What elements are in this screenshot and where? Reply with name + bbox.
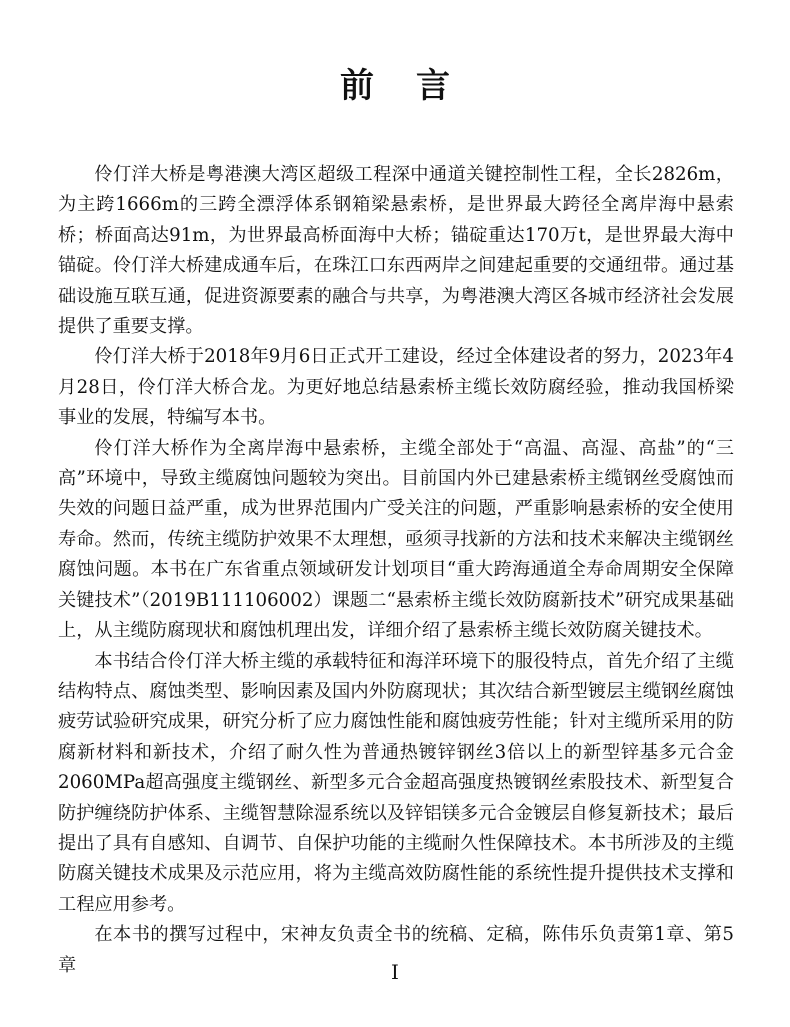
page-number: I (391, 960, 399, 984)
paragraph: 在本书的撰写过程中，宋神友负责全书的统稿、定稿，陈伟乐负责第1章、第5章 (58, 924, 734, 976)
page-title: 前言 (340, 66, 492, 106)
paragraph: 伶仃洋大桥是粤港澳大湾区超级工程深中通道关键控制性工程，全长2826m，为主跨1666m的三跨全漂浮体系钢箱梁悬索桥，是世界最大跨径全离岸海中悬索桥；桥面高达91m，为世界最高桥面海中大桥；锚碇重达170万t，是世界最大海中锚碇。伶仃洋大桥建成通车后，在珠江口东西两岸之间建起重要的交通纽带。通过基础设施互联互通，促进资源要素的融合与共享，为粤港澳大湾区各城市经济社会发展提供了重要支撑。 (58, 164, 734, 338)
paragraph: 伶仃洋大桥于2018年9月6日正式开工建设，经过全体建设者的努力，2023年4月28日，伶仃洋大桥合龙。为更好地总结悬索桥主缆长效防腐经验，推动我国桥梁事业的发展，特编写本书。 (58, 346, 734, 429)
preface-body (58, 160, 734, 981)
paragraph: 伶仃洋大桥作为全离岸海中悬索桥，主缆全部处于“高温、高湿、高盐”的“三高”环境中，导致主缆腐蚀问题较为突出。目前国内外已建悬索桥主缆钢丝受腐蚀而失效的问题日益严重，成为世界范围内广受关注的问题，严重影响悬索桥的安全使用寿命。然而，传统主缆防护效果不太理想，亟须寻找新的方法和技术来解决主缆钢丝腐蚀问题。本书在广东省重点领域研发计划项目“重大跨海通道全寿命周期安全保障关键技术”（2019B111106002）课题二“悬索桥主缆长效防腐新技术”研究成果基础上，从主缆防腐现状和腐蚀机理出发，详细介绍了悬索桥主缆长效防腐关键技术。 (58, 437, 734, 642)
paragraph: 本书结合伶仃洋大桥主缆的承载特征和海洋环境下的服役特点，首先介绍了主缆结构特点、腐蚀类型、影响因素及国内外防腐现状；其次结合新型镀层主缆钢丝腐蚀疲劳试验研究成果，研究分析了应力腐蚀性能和腐蚀疲劳性能；针对主缆所采用的防腐新材料和新技术，介绍了耐久性为普通热镀锌钢丝3倍以上的新型锌基多元合金2060MPa超高强度主缆钢丝、新型多元合金超高强度热镀钢丝索股技术、新型复合防护缠绕防护体系、主缆智慧除湿系统以及锌铝镁多元合金镀层自修复新技术；最后提出了具有自感知、自调节、自保护功能的主缆耐久性保障技术。本书所涉及的主缆防腐关键技术成果及示范应用，将为主缆高效防腐性能的系统性提升提供技术支撑和工程应用参考。 (58, 650, 734, 915)
